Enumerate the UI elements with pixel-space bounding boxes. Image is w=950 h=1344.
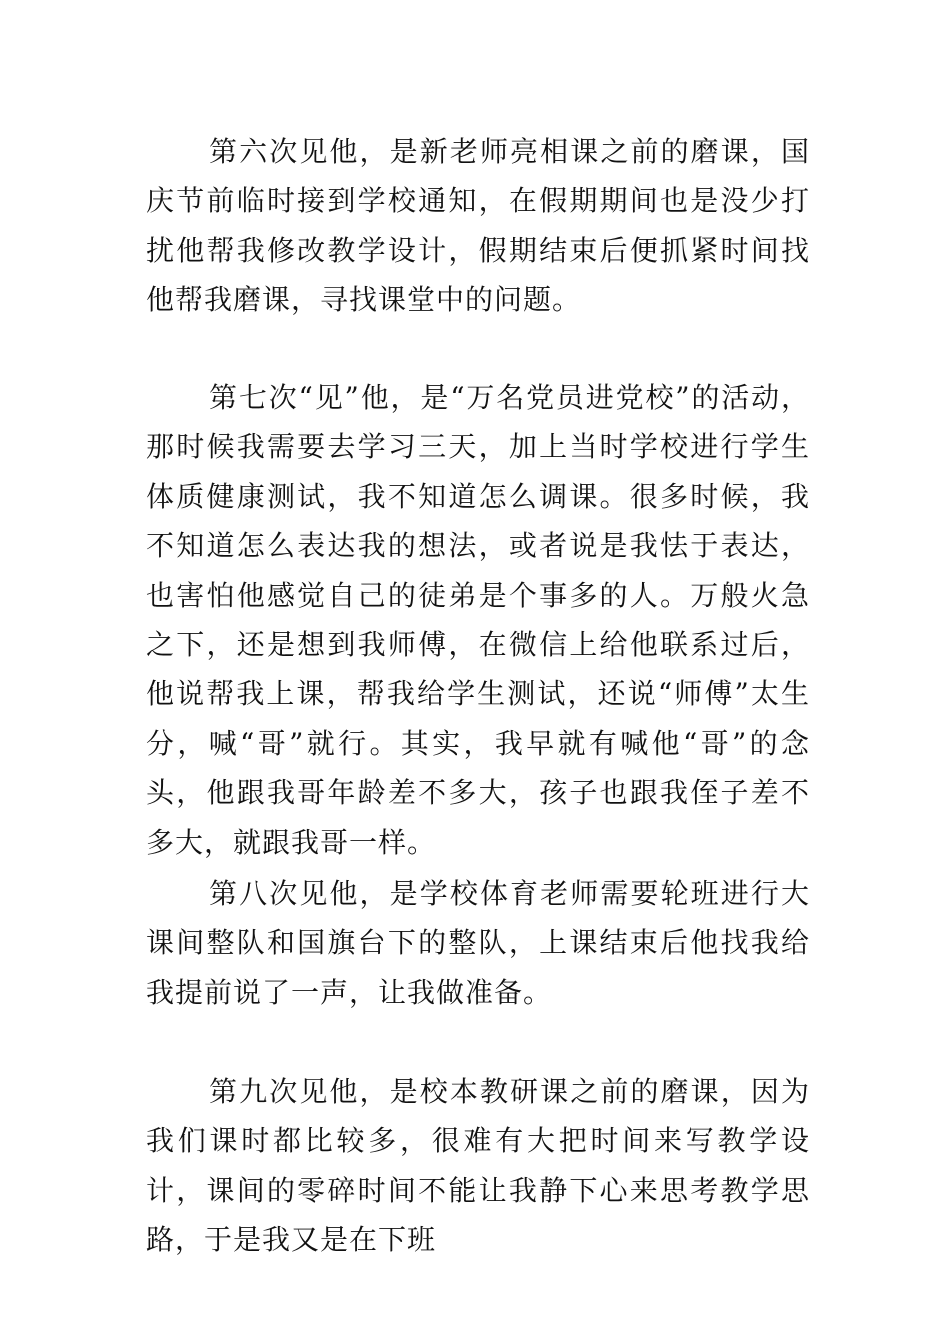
paragraph-ninth-meeting: 第九次见他，是校本教研课之前的磨课，因为我们课时都比较多，很难有大把时间来写教学设计，课间的零碎时间不能让我静下心来思考教学思路，于是我又是在下班 xyxy=(146,1075,810,1257)
paragraph-seventh-meeting: 第七次“见”他，是“万名党员进党校”的活动，那时候我需要去学习三天，加上当时学校进行学生体质健康测试，我不知道怎么调课。很多时候，我不知道怎么表达我的想法，或者说是我怯于表达，也害怕他感觉自己的徒弟是个事多的人。万般火急之下，还是想到我师傅，在微信上给他联系过后，他说帮我上课，帮我给学生测试，还说“师傅”太生分，喊“哥”就行。其实，我早就有喊他“哥”的念头，他跟我哥年龄差不多大，孩子也跟我侄子差不多大，就跟我哥一样。 xyxy=(146,381,810,859)
paragraph-eighth-meeting: 第八次见他，是学校体育老师需要轮班进行大课间整队和国旗台下的整队，上课结束后他找我给我提前说了一声，让我做准备。 xyxy=(146,877,810,1009)
paragraph-sixth-meeting: 第六次见他，是新老师亮相课之前的磨课，国庆节前临时接到学校通知，在假期期间也是没少打扰他帮我修改教学设计，假期结束后便抓紧时间找他帮我磨课，寻找课堂中的问题。 xyxy=(146,135,810,317)
